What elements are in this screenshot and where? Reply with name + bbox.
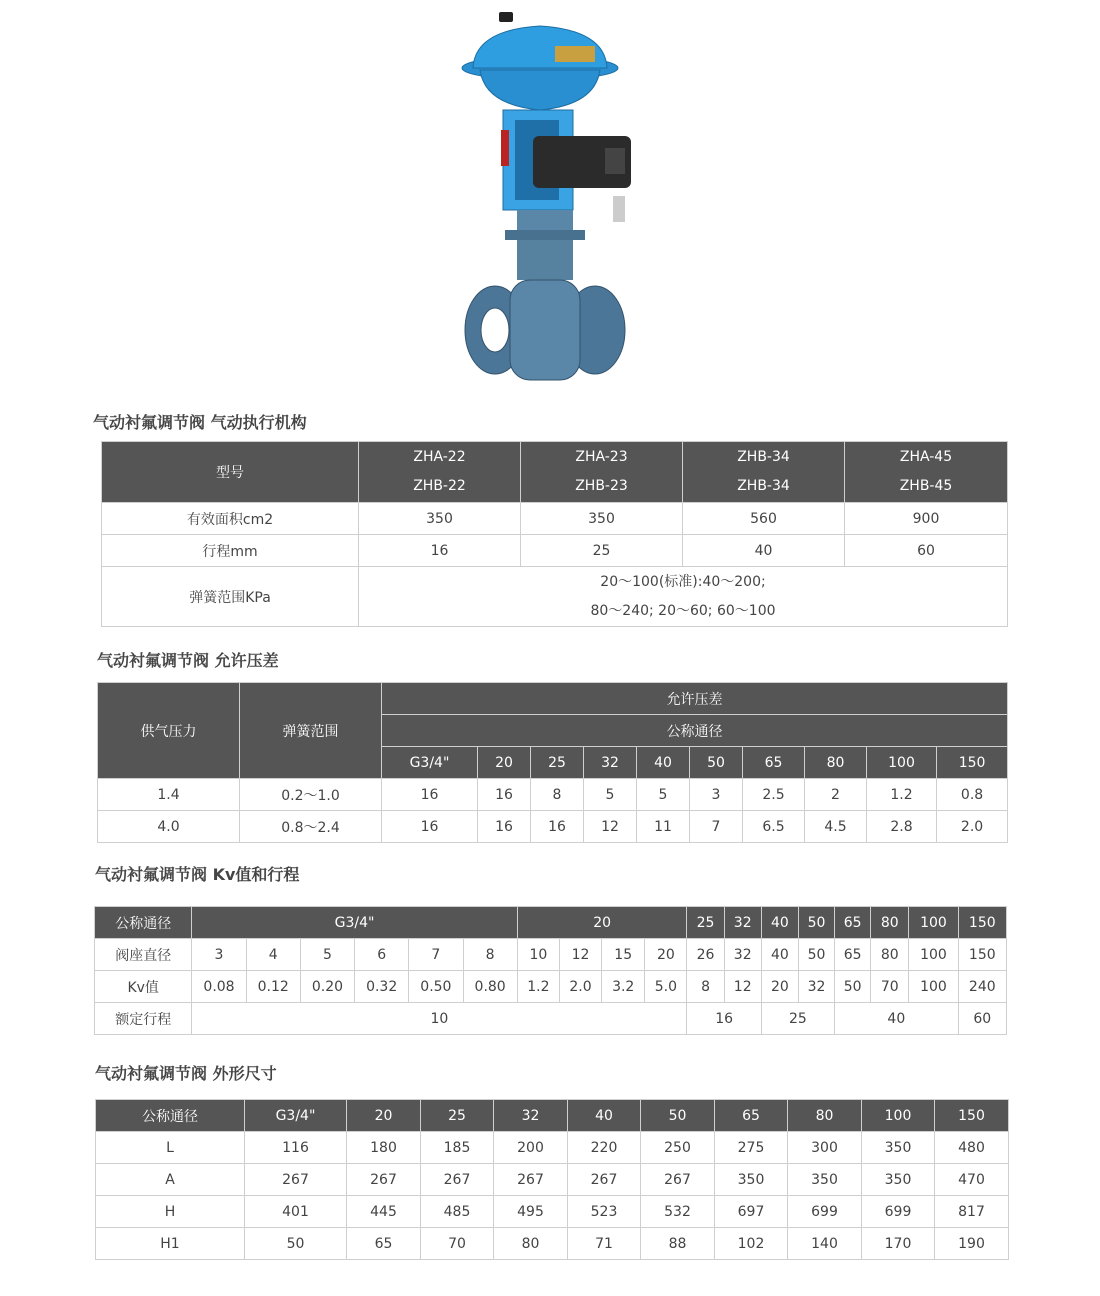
- cell: 445: [347, 1196, 421, 1228]
- cell: 267: [641, 1164, 715, 1196]
- size-header: G3/4": [192, 907, 517, 939]
- cell: 12: [584, 811, 637, 843]
- size-header: 50: [641, 1100, 715, 1132]
- cell: 60: [845, 535, 1008, 567]
- cell: 116: [245, 1132, 347, 1164]
- cell: 697: [715, 1196, 788, 1228]
- size-header: 32: [584, 747, 637, 779]
- row-label: H: [96, 1196, 245, 1228]
- cell: 0.2～1.0: [240, 779, 382, 811]
- cell: 817: [935, 1196, 1009, 1228]
- table-row: [98, 779, 1008, 811]
- cell: 0.50: [409, 971, 463, 1003]
- size-header: 40: [761, 907, 798, 939]
- size-header: 150: [937, 747, 1008, 779]
- model-cell: ZHA-23 ZHB-23: [521, 442, 683, 503]
- row-label: 行程mm: [102, 535, 359, 567]
- cell: 2.0: [937, 811, 1008, 843]
- cell: 185: [421, 1132, 494, 1164]
- cell: 0.8～2.4: [240, 811, 382, 843]
- cell: 560: [683, 503, 845, 535]
- size-header: 40: [637, 747, 690, 779]
- size-header: 80: [805, 747, 867, 779]
- cell: 523: [568, 1196, 641, 1228]
- cell: 532: [641, 1196, 715, 1228]
- size-header: 32: [724, 907, 761, 939]
- cell: 180: [347, 1132, 421, 1164]
- row-label: L: [96, 1132, 245, 1164]
- cell: 102: [715, 1228, 788, 1260]
- cell: 190: [935, 1228, 1009, 1260]
- cell: 50: [245, 1228, 347, 1260]
- cell: 401: [245, 1196, 347, 1228]
- cell: 267: [347, 1164, 421, 1196]
- table-row: [102, 503, 1008, 535]
- cell: 350: [715, 1164, 788, 1196]
- model-label: 型号: [102, 442, 359, 503]
- cell: 26: [687, 939, 724, 971]
- supply-label: 供气压力: [98, 683, 240, 779]
- table-row: [98, 811, 1008, 843]
- cell: 100: [909, 939, 958, 971]
- cell: 480: [935, 1132, 1009, 1164]
- row-label: A: [96, 1164, 245, 1196]
- cell: 240: [958, 971, 1006, 1003]
- row-label: 额定行程: [95, 1003, 192, 1035]
- row-label: 弹簧范围KPa: [102, 567, 359, 627]
- table-row: [102, 567, 1008, 627]
- size-header: 40: [568, 1100, 641, 1132]
- table-row: [95, 971, 1007, 1003]
- table-row: [95, 1003, 1007, 1035]
- cell: 470: [935, 1164, 1009, 1196]
- dn-label: 公称通径: [96, 1100, 245, 1132]
- cell: 7: [409, 939, 463, 971]
- cell: 267: [568, 1164, 641, 1196]
- size-header: 80: [871, 907, 909, 939]
- cell: 3: [192, 939, 246, 971]
- cell: 60: [958, 1003, 1006, 1035]
- cell: 6: [355, 939, 409, 971]
- cell: 20: [645, 939, 687, 971]
- table-row: [96, 1132, 1009, 1164]
- cell: 2.8: [867, 811, 937, 843]
- size-header: 100: [867, 747, 937, 779]
- size-header: 65: [715, 1100, 788, 1132]
- cell: 16: [687, 1003, 761, 1035]
- size-header: 100: [862, 1100, 935, 1132]
- size-header: 25: [687, 907, 724, 939]
- cell: 40: [683, 535, 845, 567]
- actuator-table: [101, 441, 1008, 627]
- cell: 495: [494, 1196, 568, 1228]
- cell: 3.2: [602, 971, 645, 1003]
- cell: 267: [245, 1164, 347, 1196]
- cell: 267: [421, 1164, 494, 1196]
- cell: 275: [715, 1132, 788, 1164]
- cell: 80: [871, 939, 909, 971]
- size-header: G3/4": [245, 1100, 347, 1132]
- cell: 699: [788, 1196, 862, 1228]
- cell: 8: [531, 779, 584, 811]
- dimensions-table: [95, 1099, 1009, 1260]
- size-header: 20: [478, 747, 531, 779]
- table-row: [95, 939, 1007, 971]
- size-header: 50: [798, 907, 834, 939]
- cell: 1.4: [98, 779, 240, 811]
- cell: 2.0: [559, 971, 601, 1003]
- cell: 70: [871, 971, 909, 1003]
- row-label: 有效面积cm2: [102, 503, 359, 535]
- size-header: G3/4": [382, 747, 478, 779]
- size-header: 20: [347, 1100, 421, 1132]
- cell: 350: [788, 1164, 862, 1196]
- cell: 0.12: [246, 971, 300, 1003]
- size-header: 80: [788, 1100, 862, 1132]
- table-row: [96, 1196, 1009, 1228]
- cell: 4.5: [805, 811, 867, 843]
- cell: 7: [690, 811, 743, 843]
- cell: 16: [382, 779, 478, 811]
- cell: 0.32: [355, 971, 409, 1003]
- cell: 170: [862, 1228, 935, 1260]
- cell: 40: [761, 939, 798, 971]
- cell: 0.8: [937, 779, 1008, 811]
- size-header: 100: [909, 907, 958, 939]
- cell: 32: [798, 971, 834, 1003]
- cell: 5: [637, 779, 690, 811]
- dn-label: 公称通径: [382, 715, 1008, 747]
- cell: 699: [862, 1196, 935, 1228]
- cell: 70: [421, 1228, 494, 1260]
- size-header: 32: [494, 1100, 568, 1132]
- cell: 350: [359, 503, 521, 535]
- size-header: 150: [958, 907, 1006, 939]
- cell: 40: [835, 1003, 959, 1035]
- cell: 140: [788, 1228, 862, 1260]
- size-header: 50: [690, 747, 743, 779]
- cell: 267: [494, 1164, 568, 1196]
- model-cell: ZHA-45 ZHB-45: [845, 442, 1008, 503]
- cell: 20: [761, 971, 798, 1003]
- section-title-dimensions: 气动衬氟调节阀 外形尺寸: [95, 1064, 277, 1083]
- spring-range-cell: 20～100(标准):40～200; 80～240; 20～60; 60～100: [359, 567, 1008, 627]
- cell: 10: [517, 939, 559, 971]
- cell: 1.2: [517, 971, 559, 1003]
- cell: 3: [690, 779, 743, 811]
- cell: 0.08: [192, 971, 246, 1003]
- cell: 220: [568, 1132, 641, 1164]
- cell: 8: [463, 939, 517, 971]
- row-label: 阀座直径: [95, 939, 192, 971]
- table-row: [96, 1228, 1009, 1260]
- size-header: 20: [517, 907, 687, 939]
- cell: 16: [478, 779, 531, 811]
- table-row: [102, 535, 1008, 567]
- cell: 50: [798, 939, 834, 971]
- cell: 16: [359, 535, 521, 567]
- cell: 15: [602, 939, 645, 971]
- cell: 5: [584, 779, 637, 811]
- cell: 65: [347, 1228, 421, 1260]
- cell: 200: [494, 1132, 568, 1164]
- cell: 300: [788, 1132, 862, 1164]
- section-title-kv: 气动衬氟调节阀 Kv值和行程: [95, 865, 300, 884]
- cell: 4: [246, 939, 300, 971]
- size-header: 25: [531, 747, 584, 779]
- cell: 65: [835, 939, 871, 971]
- model-cell: ZHB-34 ZHB-34: [683, 442, 845, 503]
- valve-product-image: [455, 10, 645, 390]
- cell: 0.20: [300, 971, 354, 1003]
- cell: 8: [687, 971, 724, 1003]
- cell: 6.5: [743, 811, 805, 843]
- cell: 71: [568, 1228, 641, 1260]
- cell: 2.5: [743, 779, 805, 811]
- cell: 32: [724, 939, 761, 971]
- cell: 900: [845, 503, 1008, 535]
- cell: 100: [909, 971, 958, 1003]
- row-label: Kv值: [95, 971, 192, 1003]
- cell: 88: [641, 1228, 715, 1260]
- cell: 1.2: [867, 779, 937, 811]
- row-label: H1: [96, 1228, 245, 1260]
- dn-label: 公称通径: [95, 907, 192, 939]
- size-header: 65: [743, 747, 805, 779]
- kv-table: [94, 906, 1007, 1035]
- cell: 50: [835, 971, 871, 1003]
- cell: 4.0: [98, 811, 240, 843]
- size-header: 25: [421, 1100, 494, 1132]
- size-header: 150: [935, 1100, 1009, 1132]
- cell: 485: [421, 1196, 494, 1228]
- cell: 25: [761, 1003, 834, 1035]
- cell: 16: [531, 811, 584, 843]
- section-title-actuator: 气动衬氟调节阀 气动执行机构: [93, 413, 307, 432]
- cell: 350: [862, 1164, 935, 1196]
- cell: 150: [958, 939, 1006, 971]
- cell: 5.0: [645, 971, 687, 1003]
- pressure-table: [97, 682, 1008, 843]
- cell: 350: [521, 503, 683, 535]
- spring-label: 弹簧范围: [240, 683, 382, 779]
- size-header: 65: [835, 907, 871, 939]
- section-title-pressure: 气动衬氟调节阀 允许压差: [97, 651, 279, 670]
- cell: 16: [478, 811, 531, 843]
- cell: 0.80: [463, 971, 517, 1003]
- cell: 12: [559, 939, 601, 971]
- cell: 10: [192, 1003, 687, 1035]
- cell: 5: [300, 939, 354, 971]
- model-cell: ZHA-22 ZHB-22: [359, 442, 521, 503]
- cell: 250: [641, 1132, 715, 1164]
- cell: 16: [382, 811, 478, 843]
- cell: 11: [637, 811, 690, 843]
- cell: 25: [521, 535, 683, 567]
- cell: 80: [494, 1228, 568, 1260]
- table-row: [96, 1164, 1009, 1196]
- cell: 12: [724, 971, 761, 1003]
- cell: 2: [805, 779, 867, 811]
- cell: 350: [862, 1132, 935, 1164]
- allow-label: 允许压差: [382, 683, 1008, 715]
